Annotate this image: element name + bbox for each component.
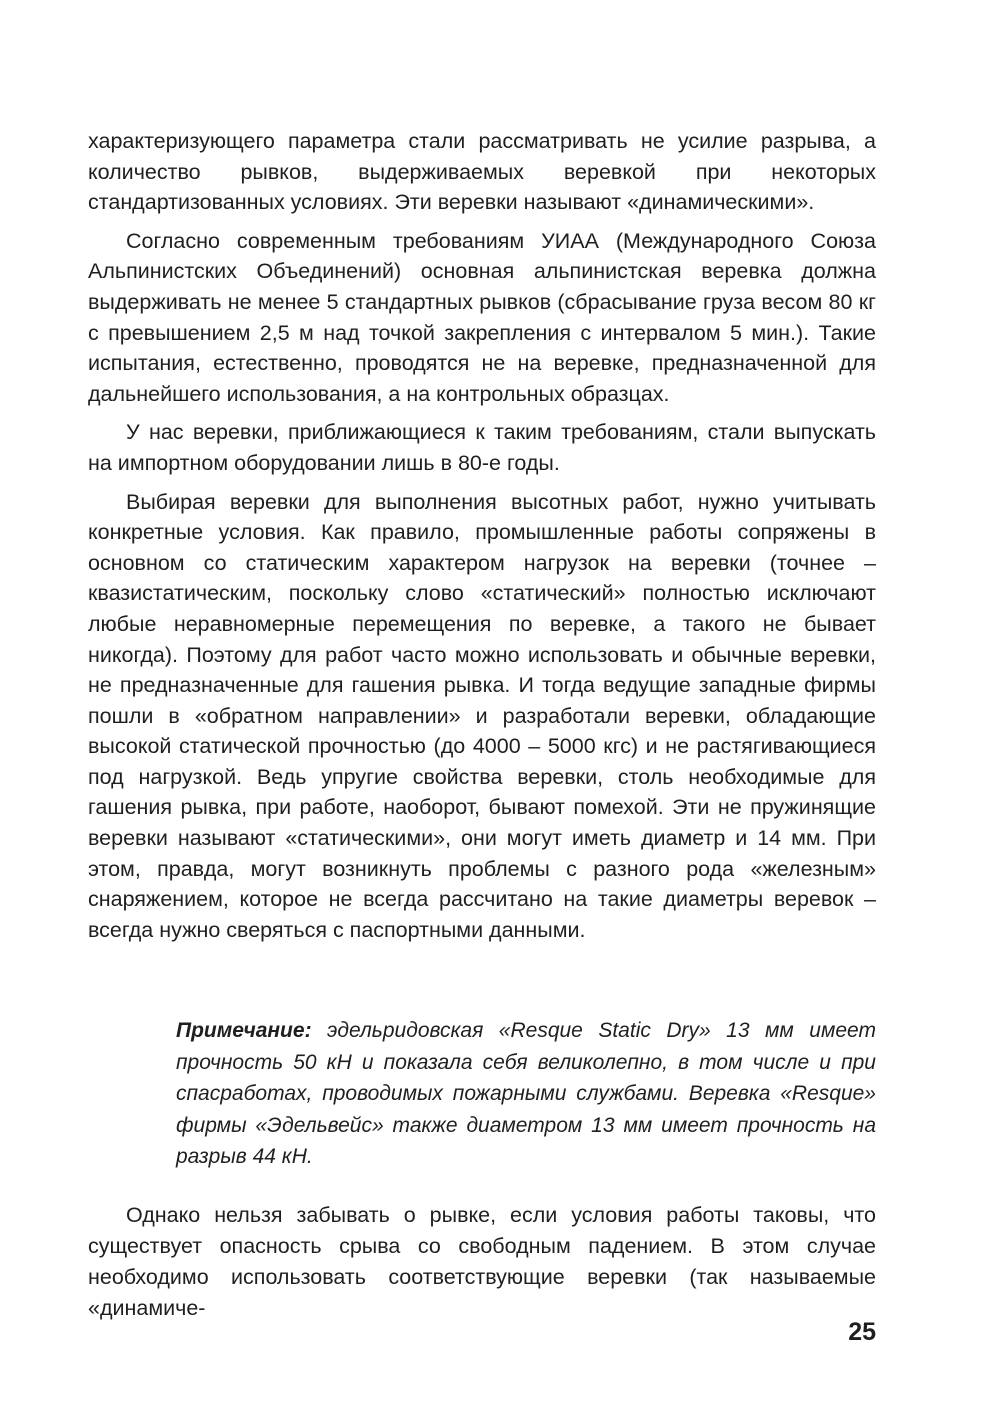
note-block: [176, 1015, 876, 1173]
body-text: [88, 126, 876, 953]
note-label: Примечание:: [176, 1019, 312, 1042]
tail-paragraph: Однако нельзя забывать о рывке, если условия работы таковы, что существует опасность срыва со свободным падением. В этом случае необходимо использовать соответствующие веревки (так называемые «динамиче-: [88, 1203, 876, 1320]
note-text: эдельридовская «Resque Static Dry» 13 мм имеет прочность 50 кН и показала себя великолепно, в том числе и при спасработах, проводимых пожарными службами. Веревка «Resque» фирмы «Эдельвейс» также диаметром 13 мм имеет прочность на разрыв 44 кН.: [176, 1019, 876, 1168]
paragraph: Согласно современным требованиям УИАА (Международного Союза Альпинистских Объединений) основная альпинистская веревка должна выдерживать не менее 5 стандартных рывков (сбрасывание груза весом 80 кг с превышением 2,5 м над точкой закрепления с интервалом 5 мин.). Такие испытания, естественно, проводятся не на веревке, предназначенной для дальнейшего использования, а на контрольных образцах.: [88, 228, 876, 406]
paragraph: характеризующего параметра стали рассматривать не усилие разрыва, а количество рывков, выдерживаемых веревкой при некоторых стандартизованных условиях. Эти веревки называют «динамическими».: [88, 129, 876, 215]
page-number: 25: [848, 1318, 876, 1346]
paragraph: Выбирая веревки для выполнения высотных работ, нужно учитывать конкретные условия. Как правило, промышленные работы сопряжены в основном со статическим характером нагрузок на веревки (точнее – квазистатическим, поскольку слово «статический» полностью исключают любые неравномерные перемещения по веревке, а такого не бывает никогда). Поэтому для работ часто можно использовать и обычные веревки, не предназначенные для гашения рывка. И тогда ведущие западные фирмы пошли в «обратном направлении» и разработали веревки, обладающие высокой статической прочностью (до 4000 – 5000 кгс) и не растягивающиеся под нагрузкой. Ведь упругие свойства веревки, столь необходимые для гашения рывка, при работе, наоборот, бывают помехой. Эти не пружинящие веревки называют «статическими», они могут иметь диаметр и 14 мм. При этом, правда, могут возникнуть проблемы с разного рода «железным» снаряжением, которое не всегда рассчитано на такие диаметры веревок – всегда нужно сверяться с паспортными данными.: [88, 489, 876, 942]
paragraph: У нас веревки, приближающиеся к таким требованиям, стали выпускать на импортном оборудовании лишь в 80-е годы.: [88, 420, 876, 475]
